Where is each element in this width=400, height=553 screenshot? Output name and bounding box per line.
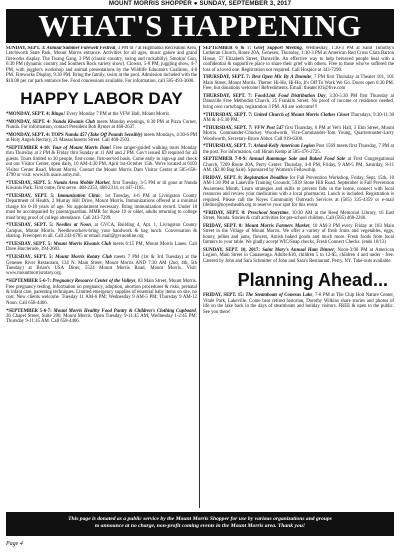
- event-item: [203, 144, 394, 155]
- event-description: meets 6:15 PM, Mount Morris Lanes. Call Dave Harclerode, 394-2603.: [6, 242, 197, 253]
- event-description: Every Monday 7 PM at the VFW Hall, Mount Morris.: [65, 112, 171, 118]
- event-date: SUNDAY, SEPT. 10, 2017:: [203, 247, 260, 253]
- event-item: [6, 120, 197, 131]
- left-events-bottom: [6, 112, 197, 325]
- event-title: Nunda Area Mobile Market: [51, 180, 110, 186]
- event-date: *MONDAY, SEPT. 4: TOPS: [6, 132, 64, 138]
- event-item: [203, 113, 394, 124]
- event-description: for Fall Prevention Workshop, Friday, Sept. 15th, 10 AM-1:30 PM at Lakeville Training Grounds, 5939 Stone Hill Road. September is Fall Prevention Awareness Month. Learn strategies and skills to prevent falls in the home, connect with local resources and review your medication with a local pharmacist. Lunch is included. Registration is required. Please call the Noyes Community Outreach Services at (585) 335-4359 or e-mail lifeline@noyeshealth.org to reserve your spot for this event.: [203, 175, 394, 209]
- event-description: Post 1569 meets first Thursday, 7 PM at the post. For information, call Hiram Kemp at 585-476-2725.: [203, 144, 394, 155]
- event-date: *THURSDAY, SEPT. 7:: [203, 144, 253, 150]
- event-title: Nunda 457 (Take Off Pounds Sensibly): [63, 132, 143, 138]
- event-item: [6, 46, 197, 84]
- event-date: *SEPTEMBER 4-10:: [6, 146, 51, 151]
- planning-ahead-heading: Planning Ahead...: [237, 270, 388, 291]
- event-title: Immunization Clinic: [54, 194, 101, 199]
- event-date: FRIDAY, SEPT. 8:: [203, 223, 243, 229]
- event-title: Tour of Mount Morris Dam!: [50, 146, 112, 151]
- event-description: , 3:30-5:30 PM first Thursday at Dansville Free Methodist Church, 25 Franklin Street. No proof of income or residence needed, bring own carts/bags, registration 3 PM. All are welcome!!!: [203, 94, 394, 110]
- event-description: , first Tuesday, 3-5 PM or til gone at Nunda Kiwanis Park. First come, first serve. 468-2353, 468-2314, or 447-1165.: [6, 180, 197, 192]
- labor-day-heading: HAPPY LABOR DAY: [20, 89, 183, 109]
- event-date: *SEPTEMBER 5-6-7:: [6, 279, 52, 285]
- event-item: [203, 224, 394, 246]
- footer-notice: [6, 512, 394, 536]
- footer-line-2: to announce at no charge, non-profit coming events in the Mount Morris area. Thank you!: [94, 523, 306, 529]
- right-events-top: [203, 46, 394, 264]
- event-title: Mount Morris Rotary Club: [53, 255, 112, 261]
- event-description: meets Mondays, 4:30-6 PM at Holy Angels Rectory, 21 Massachusetts Street. Call 468-2503.: [6, 132, 197, 144]
- right-events-bottom: [203, 293, 394, 315]
- event-date: THURSDAY, SEPT. 7:: [203, 75, 251, 81]
- page-number: Page 4: [6, 541, 23, 547]
- event-title: Mount Morris Kiwanis Club: [51, 242, 111, 247]
- right-column: [203, 46, 394, 510]
- event-item: [203, 211, 394, 222]
- event-description: , Wednesday, 1:30-3 PM at Saint Timothy's Lutheran Church, Route 20A, Geneseo; Thursday, 1:30-3 PM at American Red Cross Clara Barton House, 57 Elizabeth Street, Dansville. An effective way to help bereaved people heal with a confidential & supportive place to share their grief with others. Free to those who've suffered the loss of a loved one. Registration not required. Call Hospice at 343-7290.: [203, 46, 394, 73]
- event-description: at First Congregational Church, 7209 Route 20A, Perry Center. Thursday, 4-8 PM, Friday, 9 AM-5 PM, Saturday, 8-11 AM. ($2.00 Bag Sale). Sponsored by Women's Fellowship.: [203, 157, 394, 174]
- event-item: [6, 194, 197, 221]
- event-date: *SEPTEMBER 5-6-7:: [6, 308, 52, 314]
- event-description: , 1st Tuesday, 4-6 PM at Livingston County Department of Health, 2 Murray Hill Drive, Mount Morris. Immunizations offered at a minimal charge for 0-18 years of age. No appointment necessary. Bring immunization record. Under 18 must be accompanied by parent/guardian. MMR for those 19 or older, adults returning to college must bring proof of college attendance. Call 243-7299.: [6, 194, 197, 221]
- event-title: Best Open Mic By A Dunnite: [250, 75, 312, 81]
- event-title: Nunda Kiwanis Club: [50, 119, 95, 125]
- event-title: Food/Link Food Distribution Day: [252, 94, 326, 99]
- event-description: , 83 Main Street, Mount Morris. Free pregnancy testing, information on pregnancy, adoption, abortion procedures & risks, prenatal & infant care, parenting techniques. Limited emergency supplies of essential baby items on site, no cost. New clients welcome. Tuesday 11 AM-6 PM; Wednesday 9 AM-5 PM; Thursday 9 AM-12 Noon. Call 658-4466.: [6, 279, 197, 306]
- event-title: Preschool Storytime: [245, 210, 289, 216]
- event-item: [6, 181, 197, 192]
- event-date: *TUESDAY, SEPT. 5:: [6, 255, 53, 261]
- column-divider: [199, 46, 200, 508]
- event-date: *THURSDAY, SEPT. 7:: [203, 112, 253, 118]
- event-description: , 10 AM-3 PM every Friday at 103 Main Street in the Village of Mount Morris. We offer a variety of fresh fruits and vegetables, eggs, honey, jellies and jams, flowers, Amish baked goods and much more. Fresh foods from local farmers to your table. We gladly accept WIC/Snap checks, Fresh Connect Checks. (ends 10/13): [203, 223, 394, 246]
- event-title: Bingo!: [50, 112, 66, 118]
- event-date: *THURSDAY, SEPT. 7:: [203, 125, 253, 131]
- left-events-top: [6, 46, 197, 84]
- event-title: United Church of Mount Morris Clothes Closet: [252, 112, 350, 118]
- page-header: MOUNT MORRIS SHOPPER ● SUNDAY, SEPTEMBER 3, 2017: [108, 0, 292, 7]
- event-title: Mount Morris Healthy Food Pantry & Children's Clothing Cupboard: [51, 308, 196, 314]
- event-item: [6, 309, 197, 325]
- event-description: Thursdays, 9:30-11:30 AM & 4-5:30 PM.: [203, 112, 394, 123]
- event-item: [6, 133, 197, 144]
- event-description: , 7 PM first Thursday at Theater 101, 101 Main Street, Mount Morris. Theme: Hi-Ho, Hi-Ho, It's Off To Work We Go. Doors open 6:30 PM. Free, but donations welcome! Refreshments. Email: theater101@live.com: [203, 75, 394, 92]
- event-date: THURSDAY, SEPT. 7:: [203, 94, 253, 99]
- event-description: , 7-8 PM at The Chip Holt Nature Center, Vitale Park, Lakeville. Come hear retired historian, Dorothy Wilkins share stories and photos of life on the lake back in the days of steamboats and holiday visitors. FREE & open to the public. See you there!: [203, 293, 394, 315]
- event-date: FRIDAY, SEPT. 15:: [203, 293, 245, 299]
- event-item: [203, 46, 394, 73]
- left-column: [6, 46, 197, 510]
- event-date: *TUESDAY, SEPT. 5:: [6, 180, 52, 186]
- event-title: Annual Rummage Sale and Baked Food Sale: [246, 157, 346, 163]
- event-date: *TUESDAY, SEPT. 5:: [6, 242, 52, 247]
- event-title: VFW Post 547: [252, 125, 284, 131]
- event-item: [203, 94, 394, 110]
- event-description: meets Monday evenings, 6:30 PM at Pizza Corner, Nunda. For information, contact President Bob Rymer at 468-2637.: [6, 119, 197, 131]
- event-title: Saint Mary's Annual Ham Dinner: [260, 247, 335, 253]
- event-title: Pregnancy Resource Center of the Valleys: [51, 279, 136, 285]
- event-description: first Thursday, 6 PM at Vet's Hall, 3 Elm Street, Mount Morris. Commander-Chuckey Woodworth, Vice-Commander-Tom Young, Quartermaster-Larry Woodworth, Secretary-Bruce Abbot. Call 919-6300.: [203, 125, 394, 142]
- event-description: , at GVCA, Building 4, Apt. 1, Livingston County Campus, Mount Morris. Needleworkers-bring your handwork & bag lunch. Conversation & sharing. Free/open to all. Call 243-6785 or email: mail@gvcaonline.org: [6, 223, 197, 240]
- event-date: *TUESDAY, SEPT. 5:: [6, 194, 55, 199]
- event-title: Arland-Kelly American Legion: [252, 144, 315, 150]
- event-item: [6, 255, 197, 277]
- event-item: [6, 279, 197, 306]
- event-date: *FRIDAY, SEPT. 8:: [203, 210, 246, 216]
- event-item: [203, 248, 394, 264]
- event-title: Grief Support Meeting: [251, 46, 302, 51]
- footer-line-1: This page is donated as a public service by the Mount Morris Shopper for use by various organizations and groups: [68, 516, 332, 522]
- event-description: Free ranger-guided walking tours Monday thru Thursday at 2 PM & Friday thru Sunday at 11 AM and 2 PM. Gov't issued ID required for all guests. Tours limited to 30 people, first-come, first-served basis. Come early to sign-up and check out our Visitor Center, open daily, 10 AM-4:30 PM, April 1st-October 15th. We're located at 6103 Visitor Center Road, Mount Morris. Contact the Mount Morris Dam Visitor Center at 585-658-4790 or visit: www.lrb.usace.army.mil.: [6, 146, 197, 179]
- event-item: [6, 146, 197, 179]
- event-date: FRIDAY, SEPT. 8:: [203, 175, 243, 181]
- event-date: SUNDAY, SEPT. 3:: [6, 46, 46, 51]
- event-item: [6, 112, 197, 117]
- event-title: Mount Morris Farmers Market: [242, 223, 310, 229]
- event-item: [203, 157, 394, 173]
- event-item: [6, 223, 197, 239]
- event-description: meets 7 PM (1st & 3rd Tuesday) at the Genesee River Restaurant, 134 N. Main Street, Mount Morris AND 7:30 AM (2nd, 4th, 5th Tuesday) at Brian's USA Diner, 5524 Mount Morris Road, Mount Morris. Visit: www.mountmorrisrotary.org.: [6, 255, 197, 277]
- event-item: [203, 176, 394, 209]
- event-date: *TUESDAY, SEPT. 5:: [6, 223, 54, 229]
- event-description: , 3 PM til ? at Highbanks Recreation Area, Letchworth State Park, Mount Morris entrance. Activities for all ages, music galore and grand fireworks display. The Twang Gang, 3 PM (classic country, swing and rockabilly). Smokin' Gun, 6:30 PM (dynamic country and Southern Rock variety show). Clowns, 5-8 PM, juggling show, 4-7 PM, with juggler's workshop and animal presentations by the Wildlife Educators Coalition, 4-8 PM. Fireworks Display, 9:30 PM. Bring the family, swim at the pool. Admission included with the $10.00 per car park entrance fee. Food concessions available. For information, call 585-493-3600.: [6, 46, 197, 84]
- event-title: Needles at Noon: [53, 223, 91, 229]
- event-date: SEPTEMBER 6 & 7:: [203, 46, 252, 51]
- event-title: The Steamboats of Conesus Lake: [244, 293, 313, 299]
- event-date: *MONDAY, SEPT. 4:: [6, 112, 51, 118]
- event-date: *MONDAY, SEPT. 4:: [6, 119, 51, 125]
- event-date: SEPTEMBER 7-8-9:: [203, 157, 247, 163]
- event-item: [6, 242, 197, 253]
- page-title: WHAT'S HAPPENING: [6, 9, 394, 43]
- event-title: Registration Deadline: [242, 175, 288, 181]
- event-description: , 10:30 AM at the Reed Memorial Library, 16 East Street, Nunda. Stories & craft activities for pre-school children. Call (585) 468-2266.: [203, 210, 394, 222]
- event-description: , 36 Chapel Street, Suite 200, Mount Morris. Open Tuesday, 9-11:45 AM; Wednesday 1-2:45 PM; Thursday 9-11:45 AM. Call 658-4466.: [6, 308, 197, 325]
- event-item: [203, 293, 394, 315]
- event-description: , Noon-3:00 PM at American Legion, Main Street in Canaseraga. Adults-$10, children 5 to 12-$5, children 4 and under - free. Catered by John and Sara Schmitter of John and Sara's Restaurant, Perry, NY. Take-outs available.: [203, 247, 394, 264]
- event-item: [203, 126, 394, 142]
- event-title: Annual Summer Farewell Festival: [45, 46, 116, 51]
- event-item: [203, 75, 394, 91]
